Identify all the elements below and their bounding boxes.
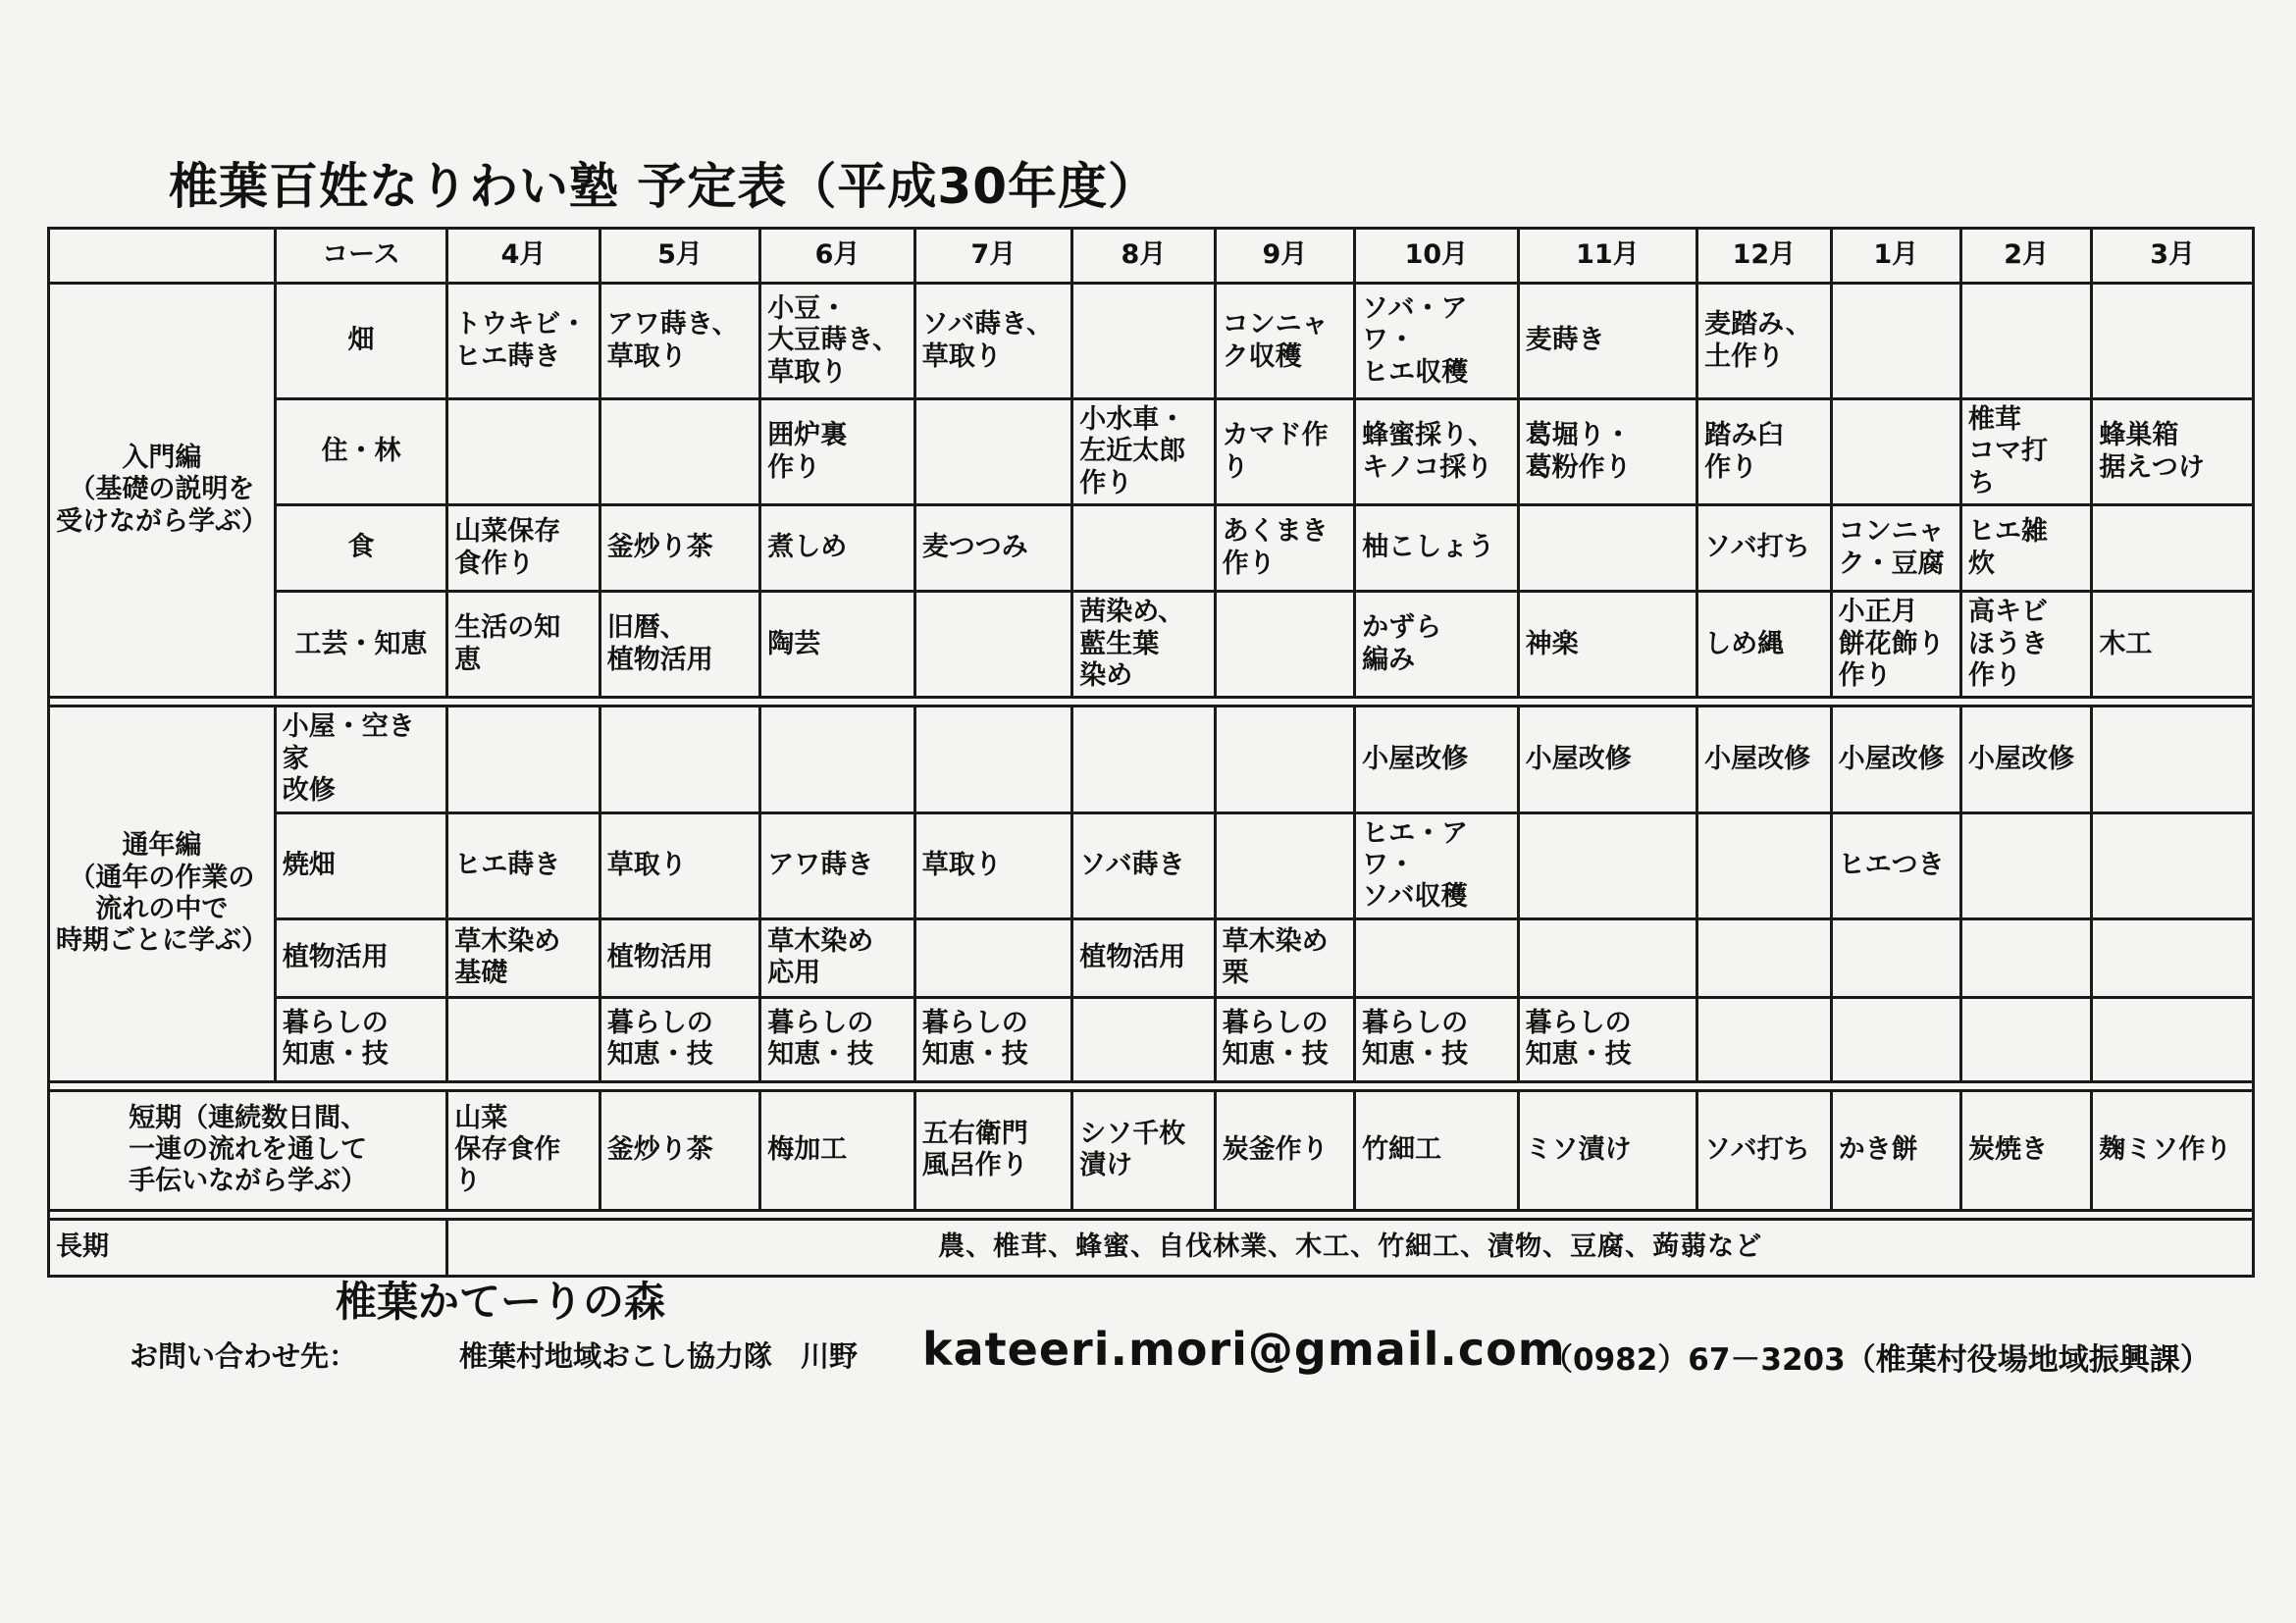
contact-person: 椎葉村地域おこし協力隊 川野 — [459, 1339, 859, 1373]
long-term-activities: 農、椎茸、蜂蜜、自伐林業、木工、竹細工、漬物、豆腐、蒟蒻など — [447, 1219, 2254, 1276]
header-course: コース — [275, 229, 447, 284]
schedule-cell: 旧暦、 植物活用 — [600, 592, 760, 698]
schedule-cell: 植物活用 — [1072, 918, 1215, 997]
table-row — [49, 997, 2254, 1081]
schedule-cell: コンニャ ク・豆腐 — [1831, 505, 1960, 592]
schedule-cell: 梅加工 — [760, 1090, 914, 1210]
table-row — [49, 399, 2254, 505]
schedule-cell: 麹ミソ作り — [2092, 1090, 2254, 1210]
section-divider — [49, 1081, 2254, 1090]
schedule-cell: 小正月 餅花飾り 作り — [1831, 592, 1960, 698]
schedule-cell: シソ千枚 漬け — [1072, 1090, 1215, 1210]
schedule-cell: 草取り — [914, 812, 1072, 918]
course-label: 焼畑 — [275, 812, 447, 918]
schedule-cell: ソバ・アワ・ ヒエ収穫 — [1355, 284, 1519, 399]
schedule-cell — [1072, 707, 1215, 812]
schedule-cell: 神楽 — [1518, 592, 1697, 698]
schedule-cell — [1831, 997, 1960, 1081]
schedule-cell — [1072, 997, 1215, 1081]
header-month: 5月 — [600, 229, 760, 284]
table-row — [49, 812, 2254, 918]
schedule-cell: ヒエ蒔き — [447, 812, 600, 918]
schedule-cell: ヒエつき — [1831, 812, 1960, 918]
header-month: 8月 — [1072, 229, 1215, 284]
course-label: 畑 — [275, 284, 447, 399]
header-month: 6月 — [760, 229, 914, 284]
schedule-cell: 暮らしの 知恵・技 — [914, 997, 1072, 1081]
schedule-cell: 山菜 保存食作 り — [447, 1090, 600, 1210]
course-label: 工芸・知恵 — [275, 592, 447, 698]
table-row — [49, 707, 2254, 812]
schedule-cell: 五右衛門 風呂作り — [914, 1090, 1072, 1210]
schedule-cell: 暮らしの 知恵・技 — [1355, 997, 1519, 1081]
schedule-cell: 葛堀り・ 葛粉作り — [1518, 399, 1697, 505]
schedule-cell: 草取り — [600, 812, 760, 918]
schedule-cell: 釜炒り茶 — [600, 1090, 760, 1210]
schedule-cell: しめ縄 — [1697, 592, 1831, 698]
schedule-cell: 柚こしょう — [1355, 505, 1519, 592]
schedule-cell: アワ蒔き、 草取り — [600, 284, 760, 399]
organization-name: 椎葉かてーりの森 — [336, 1278, 666, 1326]
schedule-cell: 茜染め、 藍生葉 染め — [1072, 592, 1215, 698]
schedule-cell: ソバ蒔き — [1072, 812, 1215, 918]
table-row — [49, 592, 2254, 698]
schedule-cell — [1697, 918, 1831, 997]
header-row — [49, 229, 2254, 284]
schedule-cell: ソバ打ち — [1697, 505, 1831, 592]
contact-label: お問い合わせ先： — [130, 1339, 358, 1373]
header-month: 3月 — [2092, 229, 2254, 284]
schedule-cell — [2092, 997, 2254, 1081]
schedule-cell — [2092, 812, 2254, 918]
schedule-cell — [1072, 505, 1215, 592]
schedule-cell: 生活の知 恵 — [447, 592, 600, 698]
schedule-cell — [1215, 707, 1354, 812]
schedule-cell — [2092, 918, 2254, 997]
schedule-cell — [914, 707, 1072, 812]
schedule-cell — [1518, 918, 1697, 997]
schedule-cell — [1961, 284, 2092, 399]
schedule-cell — [1831, 284, 1960, 399]
schedule-cell: 麦つつみ — [914, 505, 1072, 592]
table-row — [49, 918, 2254, 997]
schedule-cell: 山菜保存 食作り — [447, 505, 600, 592]
schedule-cell — [2092, 505, 2254, 592]
schedule-cell: ミソ漬け — [1518, 1090, 1697, 1210]
course-label: 小屋・空き家 改修 — [275, 707, 447, 812]
schedule-cell — [2092, 284, 2254, 399]
header-month: 4月 — [447, 229, 600, 284]
schedule-cell: 炭焼き — [1961, 1090, 2092, 1210]
schedule-cell: 植物活用 — [600, 918, 760, 997]
schedule-cell — [600, 399, 760, 505]
section-label-nyumon: 入門編 （基礎の説明を 受けながら学ぶ） — [49, 284, 276, 698]
header-month: 11月 — [1518, 229, 1697, 284]
schedule-cell — [1831, 918, 1960, 997]
schedule-cell: ヒエ雑 炊 — [1961, 505, 2092, 592]
schedule-cell: ヒエ・アワ・ ソバ収穫 — [1355, 812, 1519, 918]
schedule-cell: 竹細工 — [1355, 1090, 1519, 1210]
schedule-cell: 麦踏み、 土作り — [1697, 284, 1831, 399]
schedule-cell — [914, 399, 1072, 505]
schedule-cell: 草木染め 栗 — [1215, 918, 1354, 997]
header-month: 12月 — [1697, 229, 1831, 284]
schedule-cell: 踏み臼 作り — [1697, 399, 1831, 505]
schedule-cell — [447, 707, 600, 812]
schedule-cell: 暮らしの 知恵・技 — [600, 997, 760, 1081]
schedule-table — [47, 227, 2255, 1278]
schedule-cell: 草木染め 基礎 — [447, 918, 600, 997]
schedule-cell: 暮らしの 知恵・技 — [1518, 997, 1697, 1081]
schedule-cell: カマド作 り — [1215, 399, 1354, 505]
section-divider — [49, 698, 2254, 707]
course-label: 暮らしの 知恵・技 — [275, 997, 447, 1081]
schedule-cell — [1518, 812, 1697, 918]
schedule-cell: 小屋改修 — [1961, 707, 2092, 812]
schedule-cell: トウキビ・ ヒエ蒔き — [447, 284, 600, 399]
schedule-cell: 草木染め 応用 — [760, 918, 914, 997]
section-gap — [49, 698, 2254, 707]
contact-phone: （0982）67－3203（椎葉村役場地域振興課） — [1542, 1342, 2211, 1378]
schedule-cell — [447, 997, 600, 1081]
header-blank-cell — [49, 229, 276, 284]
schedule-cell: 蜂蜜採り、 キノコ採り — [1355, 399, 1519, 505]
schedule-cell: 小屋改修 — [1831, 707, 1960, 812]
schedule-cell: あくまき 作り — [1215, 505, 1354, 592]
schedule-cell: 木工 — [2092, 592, 2254, 698]
schedule-cell: ソバ蒔き、 草取り — [914, 284, 1072, 399]
schedule-cell: 小豆・ 大豆蒔き、 草取り — [760, 284, 914, 399]
schedule-cell — [1961, 812, 2092, 918]
schedule-cell: 炭釜作り — [1215, 1090, 1354, 1210]
schedule-cell: 釜炒り茶 — [600, 505, 760, 592]
schedule-cell: 小水車・ 左近太郎 作り — [1072, 399, 1215, 505]
contact-email[interactable]: kateeri.mori@gmail.com — [922, 1323, 1566, 1376]
schedule-cell — [447, 399, 600, 505]
schedule-cell — [1697, 812, 1831, 918]
header-month: 10月 — [1355, 229, 1519, 284]
schedule-cell — [1518, 505, 1697, 592]
schedule-cell — [1215, 812, 1354, 918]
schedule-cell: 高キビ ほうき 作り — [1961, 592, 2092, 698]
schedule-cell: かき餅 — [1831, 1090, 1960, 1210]
schedule-cell: 麦蒔き — [1518, 284, 1697, 399]
schedule-cell: 小屋改修 — [1697, 707, 1831, 812]
schedule-cell — [1831, 399, 1960, 505]
schedule-cell: 陶芸 — [760, 592, 914, 698]
schedule-cell: 囲炉裏 作り — [760, 399, 914, 505]
schedule-cell: コンニャ ク収穫 — [1215, 284, 1354, 399]
schedule-cell — [914, 918, 1072, 997]
schedule-cell — [1961, 918, 2092, 997]
section-label-choki: 長期 — [49, 1219, 447, 1276]
schedule-cell: 暮らしの 知恵・技 — [760, 997, 914, 1081]
schedule-cell: 椎茸 コマ打 ち — [1961, 399, 2092, 505]
schedule-cell: 小屋改修 — [1355, 707, 1519, 812]
schedule-cell — [1072, 284, 1215, 399]
section-label-tanki: 短期（連続数日間、 一連の流れを通して 手伝いながら学ぶ） — [49, 1090, 447, 1210]
schedule-cell — [600, 707, 760, 812]
schedule-cell — [1961, 997, 2092, 1081]
schedule-cell: アワ蒔き — [760, 812, 914, 918]
header-month: 9月 — [1215, 229, 1354, 284]
schedule-cell — [1355, 918, 1519, 997]
schedule-cell — [760, 707, 914, 812]
schedule-cell: 暮らしの 知恵・技 — [1215, 997, 1354, 1081]
schedule-cell — [914, 592, 1072, 698]
schedule-cell: 小屋改修 — [1518, 707, 1697, 812]
table-row — [49, 1090, 2254, 1210]
section-gap — [49, 1081, 2254, 1090]
schedule-cell — [2092, 707, 2254, 812]
schedule-cell: ソバ打ち — [1697, 1090, 1831, 1210]
header-month: 2月 — [1961, 229, 2092, 284]
course-label: 植物活用 — [275, 918, 447, 997]
course-label: 住・林 — [275, 399, 447, 505]
schedule-cell: 蜂巣箱 据えつけ — [2092, 399, 2254, 505]
section-divider — [49, 1210, 2254, 1219]
header-month: 7月 — [914, 229, 1072, 284]
section-label-tsunen: 通年編 （通年の作業の 流れの中で 時期ごとに学ぶ） — [49, 707, 276, 1081]
table-row — [49, 284, 2254, 399]
section-gap — [49, 1210, 2254, 1219]
page-title: 椎葉百姓なりわい塾 予定表（平成30年度） — [169, 158, 1158, 215]
header-month: 1月 — [1831, 229, 1960, 284]
schedule-cell: 煮しめ — [760, 505, 914, 592]
schedule-body — [49, 229, 2254, 1277]
schedule-cell — [1697, 997, 1831, 1081]
table-row — [49, 1219, 2254, 1276]
schedule-cell: かずら 編み — [1355, 592, 1519, 698]
schedule-cell — [1215, 592, 1354, 698]
course-label: 食 — [275, 505, 447, 592]
table-row — [49, 505, 2254, 592]
